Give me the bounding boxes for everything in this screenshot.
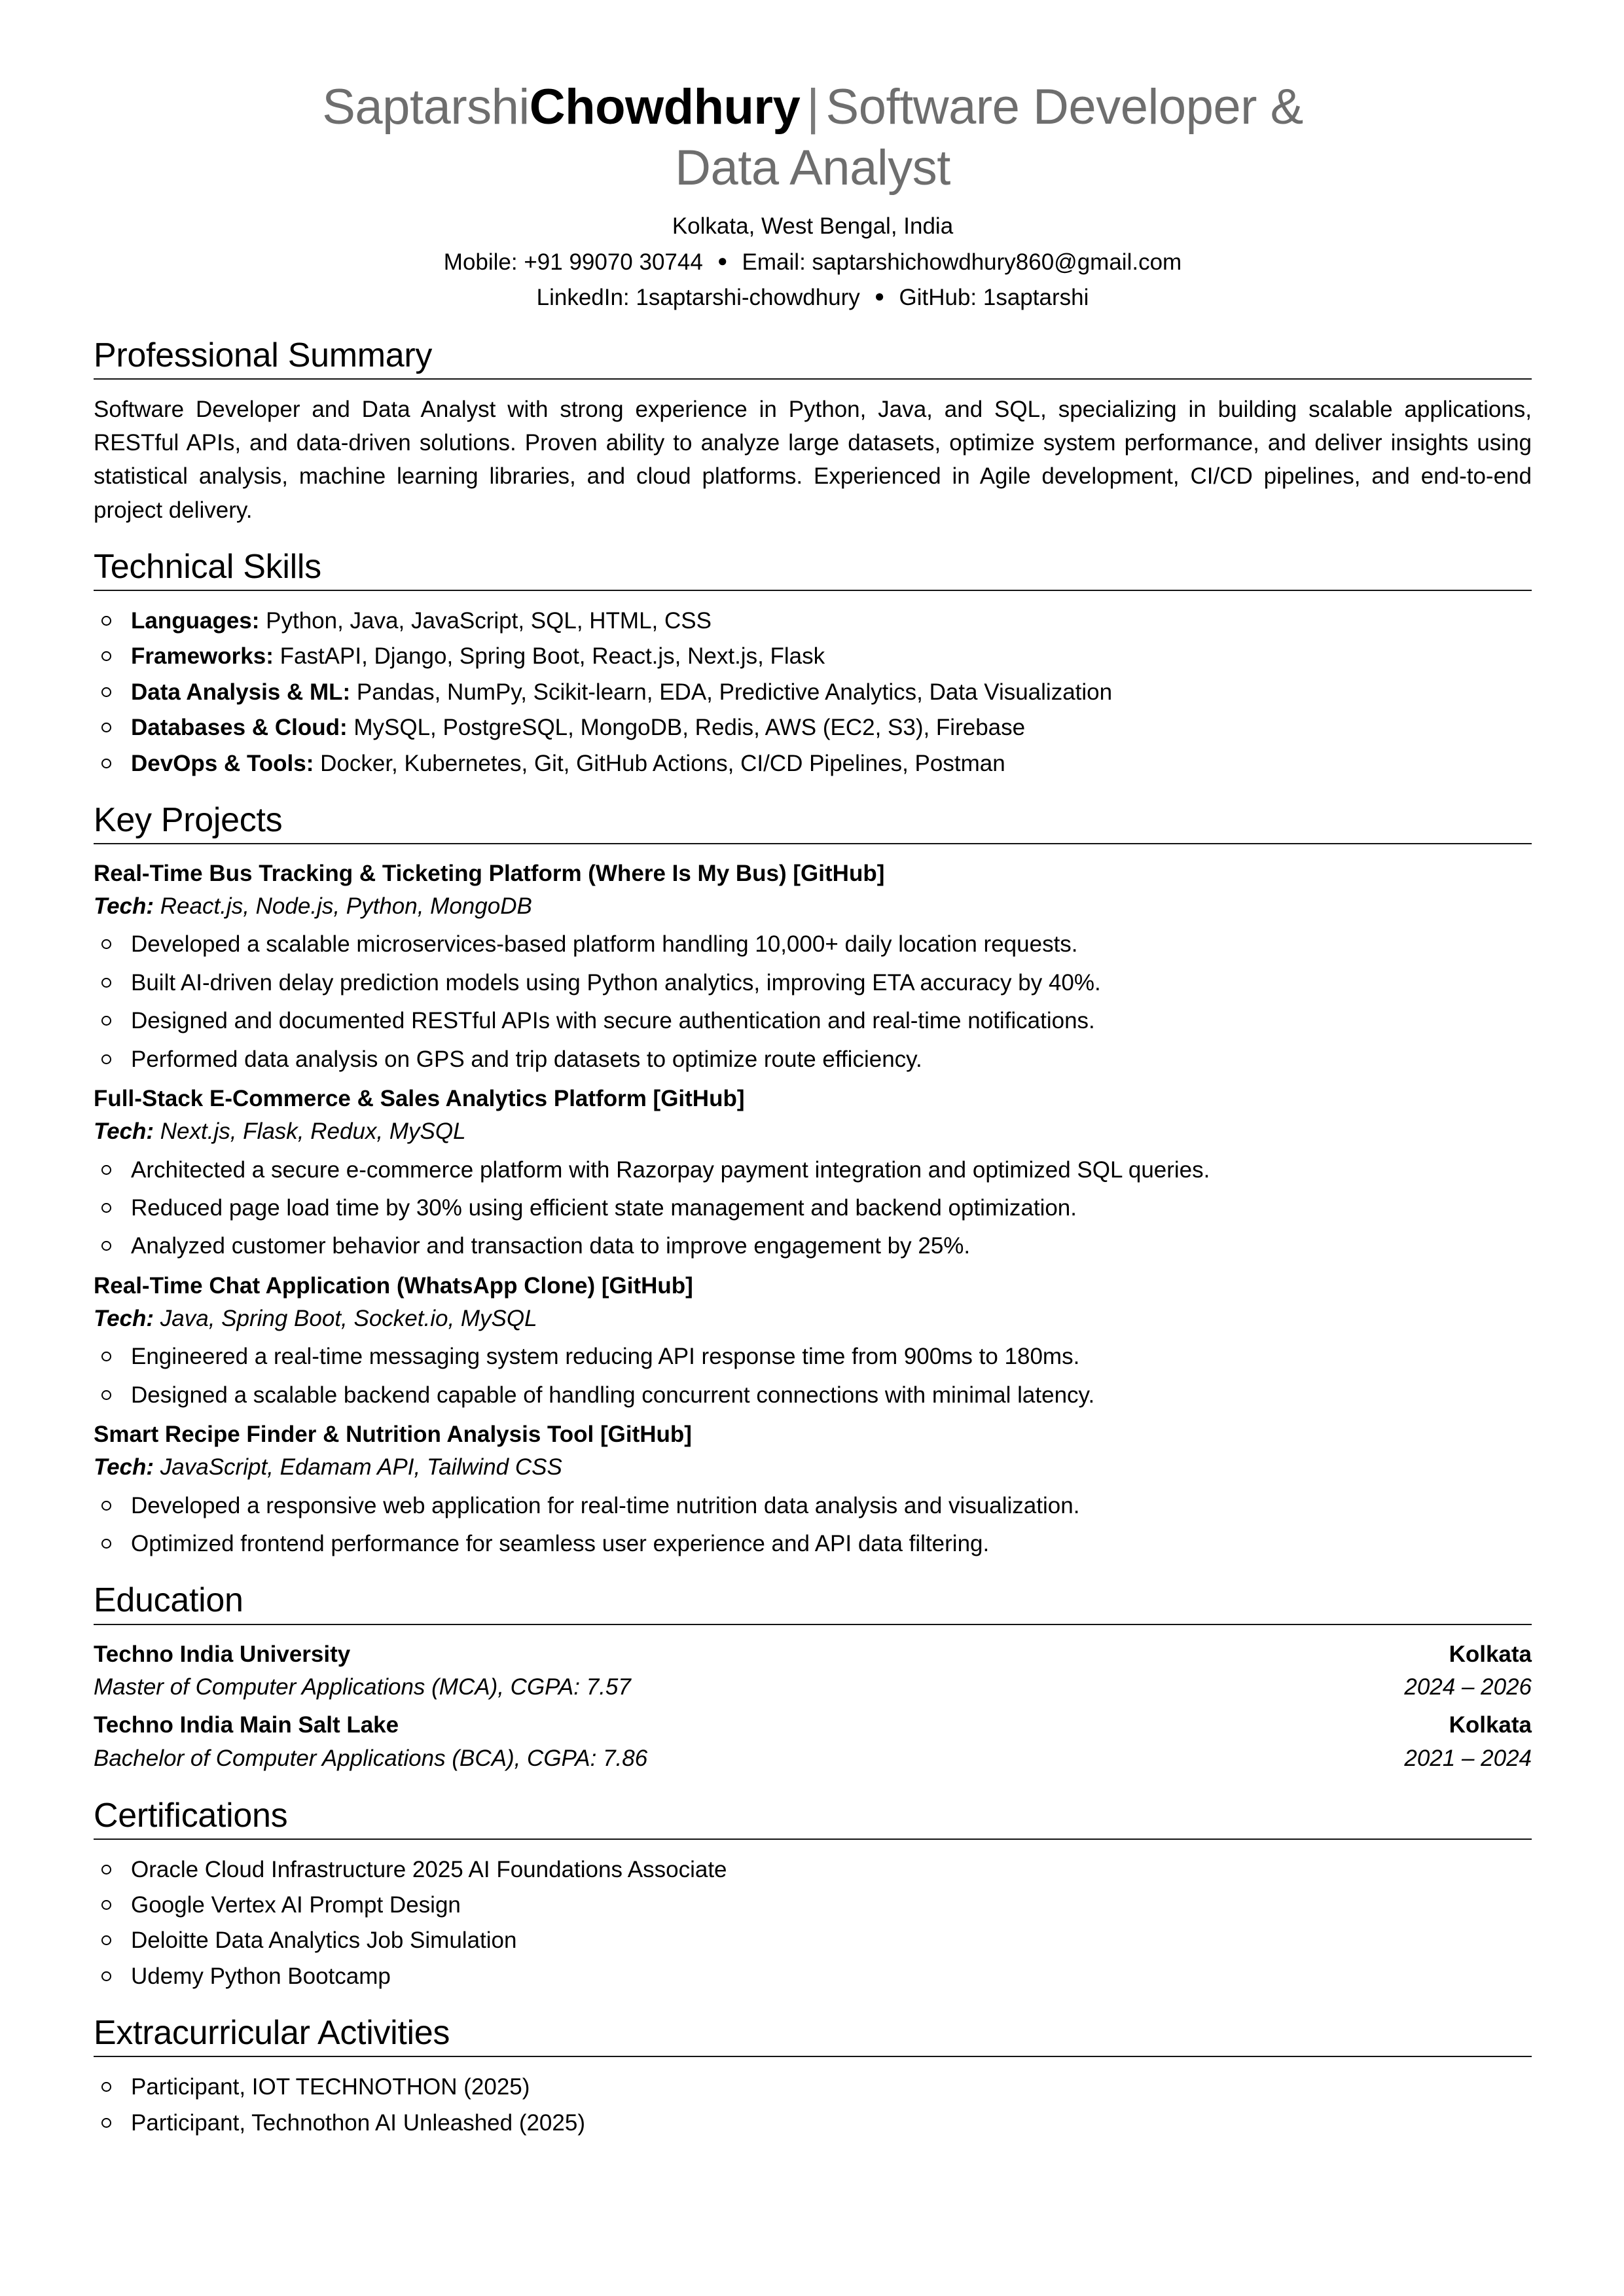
education-container	[94, 1638, 1532, 1776]
project-bullet: Engineered a real-time messaging system reducing API response time from 900ms to 180ms.	[94, 1340, 1532, 1373]
activity-item: Participant, Technothon AI Unleashed (2025)	[94, 2106, 1532, 2140]
project-bullet: Developed a scalable microservices-based platform handling 10,000+ daily location requests.	[94, 927, 1532, 961]
section-heading: Professional Summary	[94, 336, 433, 375]
section-heading: Education	[94, 1581, 244, 1620]
projects-container	[94, 857, 1532, 1560]
section-divider	[94, 1839, 1532, 1840]
section-divider	[94, 843, 1532, 844]
institution-location: Kolkata	[1449, 1641, 1532, 1667]
project-title[interactable]: Smart Recipe Finder & Nutrition Analysis Tool [GitHub]	[94, 1422, 692, 1448]
certification-item: Google Vertex AI Prompt Design	[94, 1888, 1532, 1922]
extracurricular-list	[94, 2070, 1532, 2140]
institution-name: Techno India University	[94, 1641, 351, 1667]
section-certifications	[94, 1798, 1532, 1994]
skill-item	[94, 675, 1532, 709]
institution-name: Techno India Main Salt Lake	[94, 1712, 399, 1738]
project-entry	[94, 1083, 1532, 1263]
education-row-institution	[94, 1709, 1532, 1742]
skill-category-label: Data Analysis & ML:	[131, 679, 351, 705]
skill-category-label: Languages:	[131, 607, 260, 634]
section-professional-summary	[94, 338, 1532, 526]
tech-value: JavaScript, Edamam API, Tailwind CSS	[154, 1454, 562, 1480]
section-heading: Key Projects	[94, 800, 283, 839]
project-bullet-list	[94, 1153, 1532, 1263]
tech-label: Tech:	[94, 1118, 154, 1144]
job-role: Software Developer & Data Analyst	[675, 79, 1303, 196]
skills-list	[94, 604, 1532, 780]
project-title[interactable]: Real-Time Bus Tracking & Ticketing Platform (Where Is My Bus) [GitHub]	[94, 861, 885, 887]
education-entry	[94, 1709, 1532, 1776]
project-tech-line	[94, 1302, 1532, 1335]
tech-value: Java, Spring Boot, Socket.io, MySQL	[154, 1305, 537, 1331]
skill-item	[94, 711, 1532, 744]
project-tech-line	[94, 1115, 1532, 1148]
section-divider	[94, 378, 1532, 380]
location-line: Kolkata, West Bengal, India	[672, 213, 954, 240]
section-extracurricular-activities	[94, 2015, 1532, 2140]
project-entry	[94, 857, 1532, 1076]
project-bullet: Analyzed customer behavior and transaction data to improve engagement by 25%.	[94, 1229, 1532, 1263]
project-bullet: Designed a scalable backend capable of handling concurrent connections with minimal latency.	[94, 1378, 1532, 1412]
section-divider	[94, 2056, 1532, 2057]
email-text[interactable]: Email: saptarshichowdhury860@gmail.com	[742, 249, 1182, 275]
skill-category-label: Databases & Cloud:	[131, 715, 348, 741]
project-entry	[94, 1270, 1532, 1412]
skill-item	[94, 639, 1532, 673]
degree-text: Master of Computer Applications (MCA), CGPA: 7.57	[94, 1674, 631, 1700]
project-title[interactable]: Full-Stack E-Commerce & Sales Analytics Platform [GitHub]	[94, 1086, 745, 1112]
tech-value: Next.js, Flask, Redux, MySQL	[154, 1118, 466, 1144]
section-technical-skills	[94, 549, 1532, 780]
institution-location: Kolkata	[1449, 1712, 1532, 1738]
degree-dates: 2021 – 2024	[1404, 1745, 1532, 1771]
skill-item	[94, 604, 1532, 637]
project-bullet: Designed and documented RESTful APIs with secure authentication and real-time notifications.	[94, 1004, 1532, 1037]
education-row-degree	[94, 1742, 1532, 1776]
section-heading: Certifications	[94, 1796, 288, 1835]
page-title	[94, 77, 1532, 198]
certifications-list	[94, 1853, 1532, 1994]
mobile-text: Mobile: +91 99070 30744	[443, 249, 703, 275]
title-divider: |	[806, 79, 820, 135]
project-bullet-list	[94, 1340, 1532, 1412]
project-bullet: Performed data analysis on GPS and trip datasets to optimize route efficiency.	[94, 1043, 1532, 1076]
education-entry	[94, 1638, 1532, 1705]
tech-label: Tech:	[94, 1305, 154, 1331]
contact-line-1	[94, 245, 1532, 280]
project-title[interactable]: Real-Time Chat Application (WhatsApp Clone) [GitHub]	[94, 1272, 693, 1299]
contact-line-2	[94, 280, 1532, 315]
education-row-institution	[94, 1638, 1532, 1672]
section-divider	[94, 1624, 1532, 1625]
degree-text: Bachelor of Computer Applications (BCA), CGPA: 7.86	[94, 1745, 648, 1771]
activity-item: Participant, IOT TECHNOTHON (2025)	[94, 2070, 1532, 2104]
tech-label: Tech:	[94, 1454, 154, 1480]
resume-header	[94, 0, 1532, 315]
project-bullet: Reduced page load time by 30% using efficient state management and backend optimization.	[94, 1191, 1532, 1225]
tech-label: Tech:	[94, 893, 154, 919]
section-key-projects	[94, 802, 1532, 1560]
skill-category-label: DevOps & Tools:	[131, 750, 314, 776]
tech-value: React.js, Node.js, Python, MongoDB	[154, 893, 532, 919]
certification-item: Deloitte Data Analytics Job Simulation	[94, 1924, 1532, 1957]
project-bullet-list	[94, 1489, 1532, 1561]
project-bullet: Built AI-driven delay prediction models using Python analytics, improving ETA accuracy by 40%.	[94, 966, 1532, 999]
project-entry	[94, 1418, 1532, 1560]
project-tech-line	[94, 1451, 1532, 1484]
bullet-separator-icon: ●	[874, 285, 885, 306]
degree-dates: 2024 – 2026	[1404, 1674, 1532, 1700]
section-education	[94, 1583, 1532, 1775]
project-bullet-list	[94, 927, 1532, 1076]
skill-value: Pandas, NumPy, Scikit-learn, EDA, Predictive Analytics, Data Visualization	[350, 679, 1113, 705]
project-bullet: Optimized frontend performance for seamless user experience and API data filtering.	[94, 1527, 1532, 1560]
certification-item: Oracle Cloud Infrastructure 2025 AI Foundations Associate	[94, 1853, 1532, 1886]
skill-value: Docker, Kubernetes, Git, GitHub Actions, CI/CD Pipelines, Postman	[314, 750, 1005, 776]
skill-category-label: Frameworks:	[131, 643, 274, 670]
section-divider	[94, 590, 1532, 591]
first-name: Saptarshi	[322, 79, 530, 135]
skill-value: Python, Java, JavaScript, SQL, HTML, CSS	[259, 607, 712, 634]
skill-value: FastAPI, Django, Spring Boot, React.js, Next.js, Flask	[273, 643, 825, 670]
section-heading: Technical Skills	[94, 547, 321, 586]
project-bullet: Developed a responsive web application for real-time nutrition data analysis and visualization.	[94, 1489, 1532, 1522]
skill-value: MySQL, PostgreSQL, MongoDB, Redis, AWS (EC2, S3), Firebase	[347, 715, 1026, 741]
summary-paragraph: Software Developer and Data Analyst with strong experience in Python, Java, and SQL, specializing in building scalable applications, RESTful APIs, and data-driven solutions. Proven ability to analyze large datasets, optimize system performance, and deliver insights using statistical analysis, machine learning libraries, and cloud platforms. Experienced in Agile development, CI/CD pipelines, and end-to-end project delivery.	[94, 397, 1532, 523]
linkedin-text[interactable]: LinkedIn: 1saptarshi-chowdhury	[536, 284, 860, 310]
section-heading: Extracurricular Activities	[94, 2014, 450, 2053]
project-bullet: Architected a secure e-commerce platform with Razorpay payment integration and optimized SQL queries.	[94, 1153, 1532, 1187]
skill-item	[94, 747, 1532, 780]
certification-item: Udemy Python Bootcamp	[94, 1960, 1532, 1993]
project-tech-line	[94, 890, 1532, 923]
education-row-degree	[94, 1671, 1532, 1704]
bullet-separator-icon: ●	[717, 250, 728, 270]
last-name: Chowdhury	[529, 79, 801, 135]
github-text[interactable]: GitHub: 1saptarshi	[899, 284, 1089, 310]
